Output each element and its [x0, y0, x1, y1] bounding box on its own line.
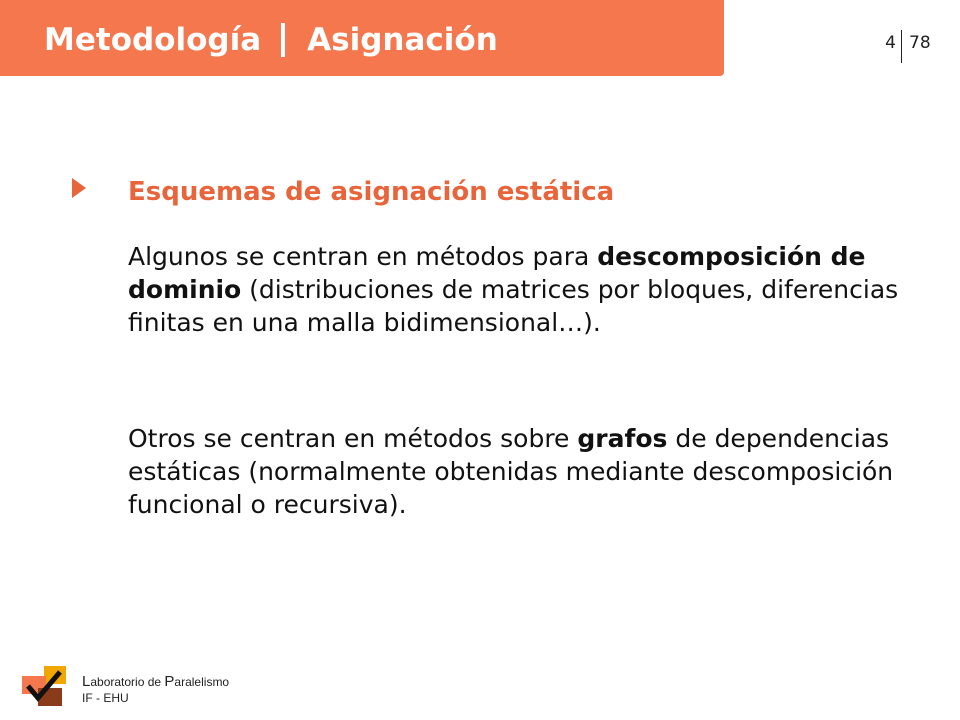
triangle-bullet-icon [72, 178, 86, 198]
bold-term: grafos [577, 424, 668, 453]
slide-number: 4 [885, 33, 896, 53]
header-topic-title: Asignación [307, 22, 498, 58]
paragraph-text: Algunos se centran en métodos para [128, 242, 598, 271]
paragraph-text: (distribuciones de matrices por bloques, diferencias finitas en una malla bidimensional…). [128, 275, 899, 337]
lab-text: aboratorio de [90, 675, 165, 689]
lab-initial-l: L [82, 673, 91, 690]
paragraph-graphs [128, 422, 908, 521]
section-heading: Esquemas de asignación estática [128, 177, 615, 207]
page-number-divider [901, 30, 902, 63]
lab-initial-p: P [164, 673, 175, 690]
checkmark-logo-icon [22, 666, 68, 706]
paragraph-text: de dependencias estáticas (normalmente obtenidas mediante descomposición funcional o recursiva). [128, 424, 894, 519]
institution-name: IF - EHU [82, 691, 129, 705]
paragraph-text: Otros se centran en métodos sobre [128, 424, 578, 453]
header-title [44, 22, 498, 58]
footer-lab-name [82, 674, 229, 706]
total-slides: 78 [909, 33, 931, 53]
lab-text: aralelismo [174, 675, 230, 689]
header-separator [281, 23, 285, 57]
bold-term: descomposición de dominio [128, 242, 866, 304]
header-section-title: Metodología [44, 22, 262, 58]
lab-name-line [82, 674, 229, 690]
paragraph-domain-decomposition [128, 240, 908, 339]
